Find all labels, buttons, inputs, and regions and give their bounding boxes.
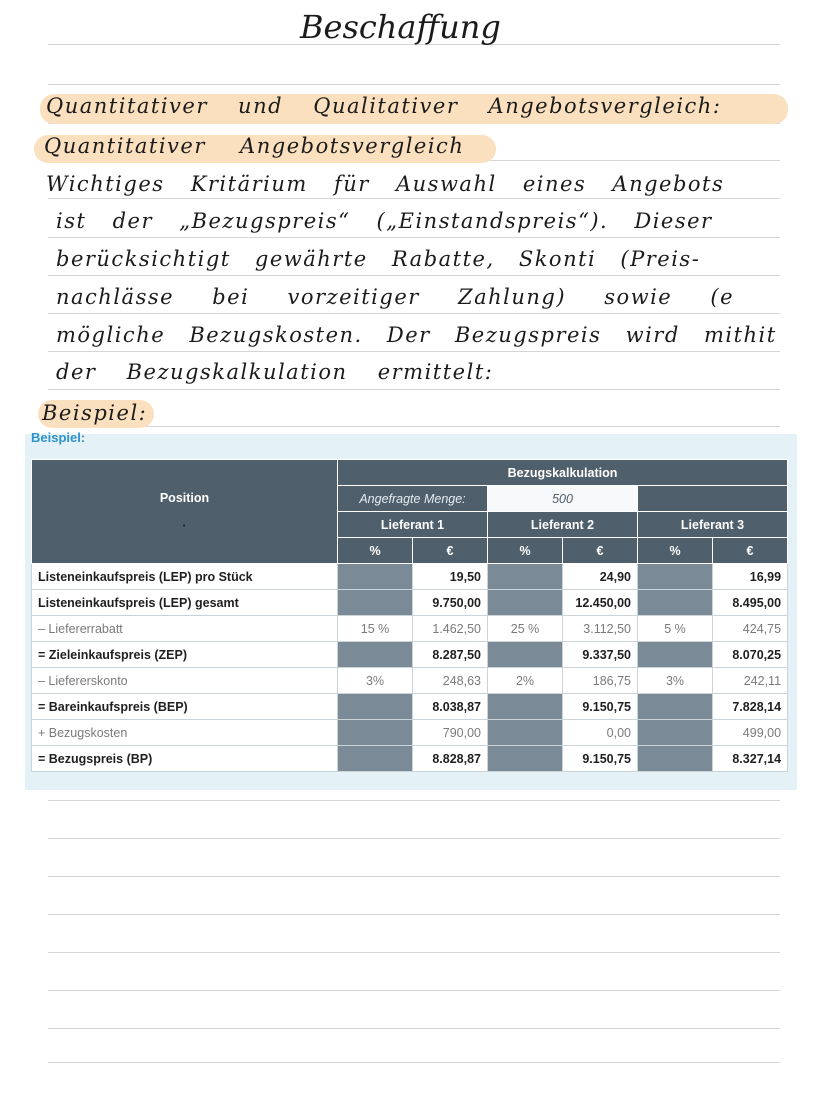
pct-cell bbox=[638, 590, 713, 616]
body-line-3: berücksichtigt gewährte Rabatte, Skonti (Preis- bbox=[56, 247, 701, 271]
eur-cell: 242,11 bbox=[713, 668, 788, 694]
rule-line bbox=[48, 876, 780, 877]
eur-cell: 9.337,50 bbox=[563, 642, 638, 668]
eur-cell: 9.150,75 bbox=[563, 746, 638, 772]
supplier-header: Lieferant 3 bbox=[638, 512, 788, 538]
eur-cell: 24,90 bbox=[563, 564, 638, 590]
rule-line bbox=[48, 914, 780, 915]
eur-cell: 9.750,00 bbox=[413, 590, 488, 616]
heading-main: Quantitativer und Qualitativer Angebotsvergleich: bbox=[46, 94, 722, 118]
table-row bbox=[32, 746, 788, 772]
eur-cell: 1.462,50 bbox=[413, 616, 488, 642]
pct-cell: 15 % bbox=[338, 616, 413, 642]
pct-header: % bbox=[638, 538, 713, 564]
eur-cell: 7.828,14 bbox=[713, 694, 788, 720]
quantity-value: 500 bbox=[488, 486, 638, 512]
eur-cell: 8.038,87 bbox=[413, 694, 488, 720]
row-label: = Bareinkaufspreis (BEP) bbox=[32, 694, 338, 720]
eur-cell: 424,75 bbox=[713, 616, 788, 642]
rule-line bbox=[48, 198, 780, 199]
rule-line bbox=[48, 1028, 780, 1029]
table-row bbox=[32, 564, 788, 590]
rule-line bbox=[48, 800, 780, 801]
rule-line bbox=[48, 426, 780, 427]
example-card-label: Beispiel: bbox=[31, 430, 86, 445]
eur-cell: 499,00 bbox=[713, 720, 788, 746]
pct-header: % bbox=[338, 538, 413, 564]
pct-header: % bbox=[488, 538, 563, 564]
pct-cell bbox=[488, 564, 563, 590]
pct-cell: 2% bbox=[488, 668, 563, 694]
body-line-2: ist der „Bezugspreis“ („Einstandspreis“). Dieser bbox=[56, 209, 713, 233]
rule-line bbox=[48, 84, 780, 85]
row-label: Listeneinkaufspreis (LEP) gesamt bbox=[32, 590, 338, 616]
row-label: – Liefererrabatt bbox=[32, 616, 338, 642]
pct-cell: 3% bbox=[638, 668, 713, 694]
eur-cell: 790,00 bbox=[413, 720, 488, 746]
body-line-5: mögliche Bezugskosten. Der Bezugspreis wird mithit bbox=[56, 323, 777, 347]
position-header: Position · bbox=[32, 460, 338, 564]
row-label: Listeneinkaufspreis (LEP) pro Stück bbox=[32, 564, 338, 590]
rule-line bbox=[48, 990, 780, 991]
table-row bbox=[32, 616, 788, 642]
eur-cell: 12.450,00 bbox=[563, 590, 638, 616]
quantity-label: Angefragte Menge: bbox=[338, 486, 488, 512]
rule-line bbox=[48, 1062, 780, 1063]
table-row bbox=[32, 720, 788, 746]
bezugskalkulation-table bbox=[31, 459, 788, 772]
example-label-hand: Beispiel: bbox=[42, 401, 148, 425]
pct-cell bbox=[638, 642, 713, 668]
body-line-4: nachlässe bei vorzeitiger Zahlung) sowie (e bbox=[56, 285, 735, 309]
pct-cell: 25 % bbox=[488, 616, 563, 642]
eur-cell: 186,75 bbox=[563, 668, 638, 694]
pct-cell bbox=[338, 746, 413, 772]
eur-cell: 19,50 bbox=[413, 564, 488, 590]
table-row bbox=[32, 668, 788, 694]
pct-cell bbox=[338, 590, 413, 616]
pct-cell bbox=[638, 746, 713, 772]
row-label: – Liefererskonto bbox=[32, 668, 338, 694]
pct-cell bbox=[338, 564, 413, 590]
page-title: Beschaffung bbox=[300, 8, 501, 46]
table-row bbox=[32, 642, 788, 668]
eur-cell: 8.070,25 bbox=[713, 642, 788, 668]
rule-line bbox=[48, 389, 780, 390]
pct-cell bbox=[638, 720, 713, 746]
rule-line bbox=[48, 275, 780, 276]
pct-cell bbox=[488, 642, 563, 668]
pct-cell bbox=[638, 564, 713, 590]
heading-sub: Quantitativer Angebotsvergleich bbox=[44, 134, 465, 158]
eur-cell: 8.495,00 bbox=[713, 590, 788, 616]
supplier-header: Lieferant 2 bbox=[488, 512, 638, 538]
eur-cell: 3.112,50 bbox=[563, 616, 638, 642]
rule-line bbox=[48, 313, 780, 314]
eur-cell: 8.828,87 bbox=[413, 746, 488, 772]
rule-line bbox=[48, 351, 780, 352]
rule-line bbox=[48, 838, 780, 839]
body-line-1: Wichtiges Kritärium für Auswahl eines Angebots bbox=[46, 172, 725, 196]
eur-cell: 9.150,75 bbox=[563, 694, 638, 720]
pct-cell bbox=[338, 694, 413, 720]
table-row bbox=[32, 590, 788, 616]
eur-header: € bbox=[563, 538, 638, 564]
eur-cell: 8.327,14 bbox=[713, 746, 788, 772]
rule-line bbox=[48, 237, 780, 238]
eur-header: € bbox=[713, 538, 788, 564]
pct-cell bbox=[488, 720, 563, 746]
pct-cell bbox=[638, 694, 713, 720]
eur-cell: 248,63 bbox=[413, 668, 488, 694]
eur-header: € bbox=[413, 538, 488, 564]
eur-cell: 16,99 bbox=[713, 564, 788, 590]
pct-cell bbox=[338, 642, 413, 668]
quantity-empty bbox=[638, 486, 788, 512]
pct-cell bbox=[338, 720, 413, 746]
row-label: + Bezugskosten bbox=[32, 720, 338, 746]
pct-cell bbox=[488, 694, 563, 720]
row-label: = Zieleinkaufspreis (ZEP) bbox=[32, 642, 338, 668]
eur-cell: 0,00 bbox=[563, 720, 638, 746]
table-title: Bezugskalkulation bbox=[338, 460, 788, 486]
table-row bbox=[32, 694, 788, 720]
pct-cell: 5 % bbox=[638, 616, 713, 642]
pct-cell: 3% bbox=[338, 668, 413, 694]
pct-cell bbox=[488, 746, 563, 772]
body-line-6: der Bezugskalkulation ermittelt: bbox=[56, 360, 494, 384]
eur-cell: 8.287,50 bbox=[413, 642, 488, 668]
supplier-header: Lieferant 1 bbox=[338, 512, 488, 538]
row-label: = Bezugspreis (BP) bbox=[32, 746, 338, 772]
rule-line bbox=[48, 952, 780, 953]
pct-cell bbox=[488, 590, 563, 616]
